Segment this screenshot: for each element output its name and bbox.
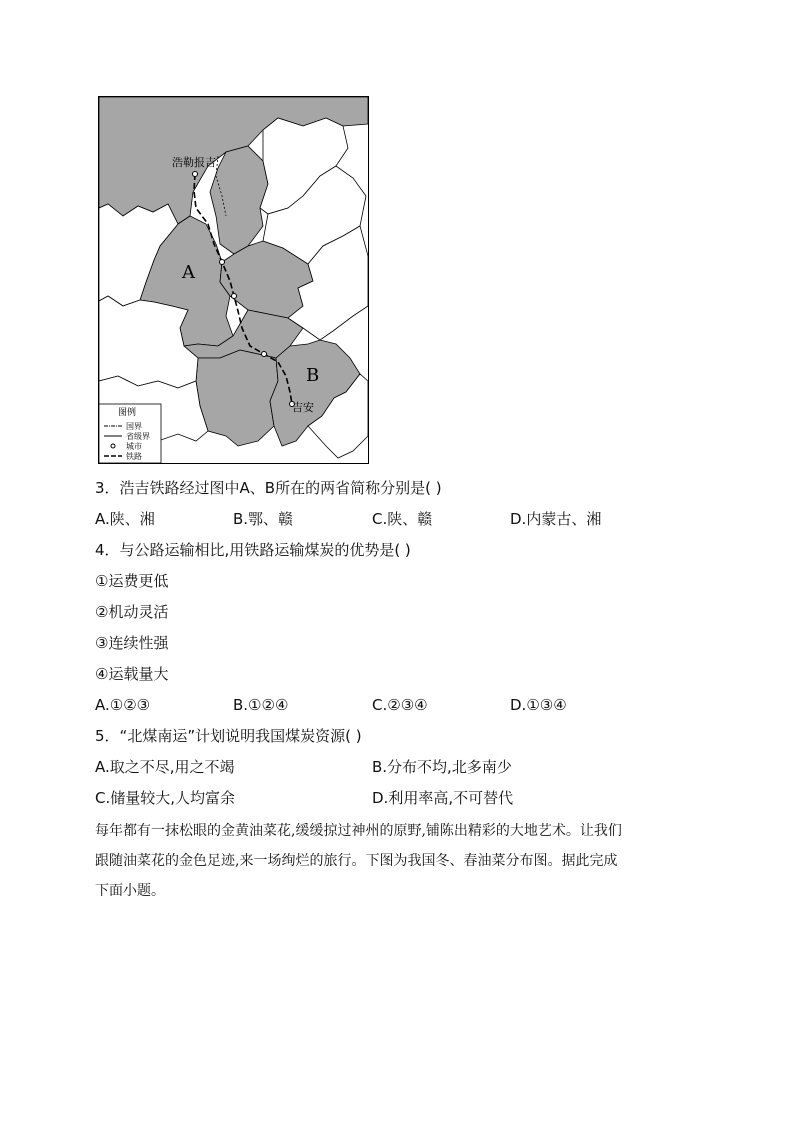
q4-stem: 4．与公路运输相比,用铁路运输煤炭的优势是( ) <box>95 541 411 559</box>
province-label-a: A <box>182 262 195 283</box>
legend-item-railway: 铁路 <box>126 452 142 461</box>
q3-stem: 3．浩吉铁路经过图中A、B所在的两省简称分别是( ) <box>95 479 442 497</box>
map-svg <box>98 96 369 464</box>
province-label-b: B <box>306 365 320 386</box>
q4-option-a[interactable]: A.①②③ <box>95 696 151 714</box>
q3-option-c[interactable]: C.陕、赣 <box>372 510 433 528</box>
city-dot <box>262 352 267 357</box>
city-dot <box>232 294 237 299</box>
q4-item-3: ③连续性强 <box>95 634 169 652</box>
q3-option-b[interactable]: B.鄂、赣 <box>233 510 294 528</box>
legend-title: 图例 <box>118 408 137 418</box>
q5-option-a[interactable]: A.取之不尽,用之不竭 <box>95 758 235 776</box>
q4-item-2: ②机动灵活 <box>95 603 169 621</box>
railway-map <box>98 96 369 464</box>
city-dot-north <box>193 172 198 177</box>
q4-option-d[interactable]: D.①③④ <box>510 696 567 714</box>
legend-item-border: 国界 <box>126 422 142 431</box>
q3-option-d[interactable]: D.内蒙古、湘 <box>510 510 602 528</box>
q4-item-4: ④运载量大 <box>95 665 169 683</box>
legend-item-city: 城市 <box>126 442 142 451</box>
q5-stem: 5．“北煤南运”计划说明我国煤炭资源( ) <box>95 727 362 745</box>
city-dot <box>220 260 225 265</box>
passage-line-2: 跟随油菜花的金色足迹,来一场绚烂的旅行。下图为我国冬、春油菜分布图。据此完成 <box>95 853 618 869</box>
city-label-south: 吉安 <box>292 401 314 414</box>
city-label-north: 浩勒报吉 <box>172 156 216 169</box>
passage-line-1: 每年都有一抹松眼的金黄油菜花,缓缓掠过神州的原野,铺陈出精彩的大地艺术。让我们 <box>95 823 622 839</box>
map-legend <box>99 404 161 463</box>
passage-line-3: 下面小题。 <box>95 883 165 899</box>
q4-option-b[interactable]: B.①②④ <box>233 696 289 714</box>
q4-option-c[interactable]: C.②③④ <box>372 696 428 714</box>
q5-option-b[interactable]: B.分布不均,北多南少 <box>372 758 512 776</box>
q4-item-1: ①运费更低 <box>95 572 169 590</box>
q5-option-c[interactable]: C.储量较大,人均富余 <box>95 789 236 807</box>
q3-option-a[interactable]: A.陕、湘 <box>95 510 155 528</box>
legend-item-province: 省级界 <box>126 432 150 441</box>
q5-option-d[interactable]: D.利用率高,不可替代 <box>372 789 514 807</box>
